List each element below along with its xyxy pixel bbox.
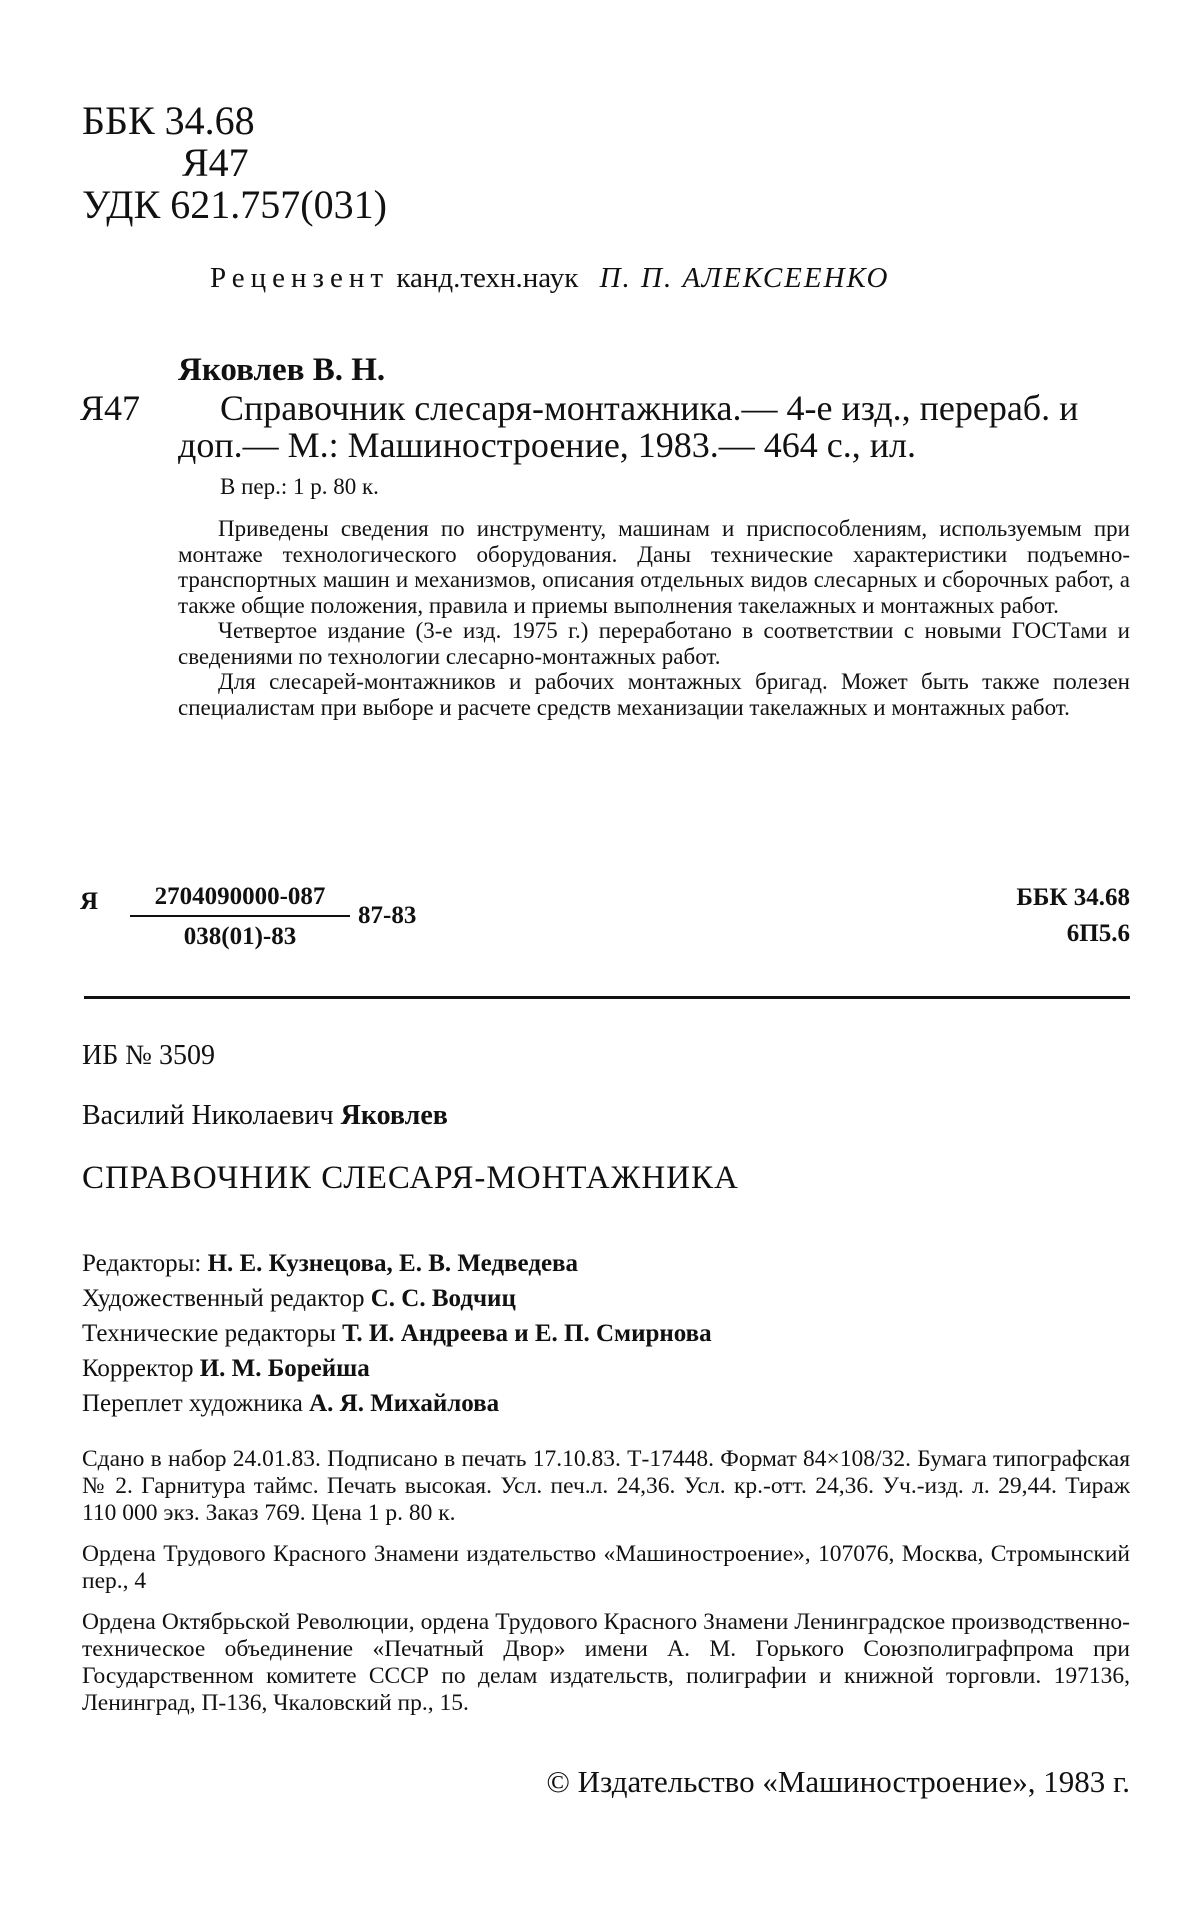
staff-row xyxy=(82,1281,712,1316)
udk-code: УДК 621.757(031) xyxy=(82,182,387,227)
imprint-publisher: Ордена Трудового Красного Знамени издательство «Машиностроение», 107076, Москва, Стромынский пер., 4 xyxy=(82,1541,1130,1594)
staff-role: Технические редакторы xyxy=(82,1320,336,1347)
record-title-line1: Справочник слесаря-монтажника.— 4-е изд., перераб. и xyxy=(220,388,1079,428)
index-suffix: 87-83 xyxy=(358,902,417,929)
annotation-paragraph: Четвертое издание (3-е изд. 1975 г.) переработано в соответствии с новыми ГОСТами и сведениями по технологии слесарно-монтажных работ. xyxy=(178,618,1130,669)
staff-names: Т. И. Андреева и Е. П. Смирнова xyxy=(342,1320,712,1347)
index-bbk-block xyxy=(1016,880,1130,952)
staff-names: А. Я. Михайлова xyxy=(309,1390,500,1417)
record-title-line2: доп.— М.: Машиностроение, 1983.— 464 с., ил. xyxy=(178,425,917,465)
copyright-line: © Издательство «Машиностроение», 1983 г. xyxy=(546,1764,1130,1799)
annotation-paragraph: Для слесарей-монтажников и рабочих монтажных бригад. Может быть также полезен специалистам при выборе и расчете средств механизации такелажных и монтажных работ. xyxy=(178,669,1130,720)
index-code: 6П5.6 xyxy=(1066,920,1130,947)
index-letter: Я xyxy=(80,888,99,915)
staff-row xyxy=(82,1316,712,1351)
imprint-block xyxy=(82,1446,1130,1731)
annotation-paragraph: Приведены сведения по инструменту, машинам и приспособлениям, используемым при монтаже технологического оборудования. Даны технические характеристики подъемно-транспортных машин и механизмов, описания отдельных видов слесарных и сборочных работ, а также общие положения, правила и приемы выполнения такелажных и монтажных работ. xyxy=(178,516,1130,618)
record-price: В пер.: 1 р. 80 к. xyxy=(220,474,379,499)
staff-names: Н. Е. Кузнецова, Е. В. Медведева xyxy=(207,1250,579,1277)
index-denominator: 038(01)-83 xyxy=(183,923,297,950)
author-last-name: Яковлев xyxy=(340,1100,448,1131)
staff-names: И. М. Борейша xyxy=(199,1355,370,1382)
book-title: СПРАВОЧНИК СЛЕСАРЯ-МОНТАЖНИКА xyxy=(82,1160,739,1196)
reviewer-degree: канд.техн.наук xyxy=(396,262,579,294)
staff-role: Художественный редактор xyxy=(82,1285,365,1312)
staff-role: Корректор xyxy=(82,1355,194,1382)
divider-rule xyxy=(84,996,1130,999)
author-full-name xyxy=(82,1100,448,1132)
reviewer-line xyxy=(210,262,889,295)
imprint-print-details: Сдано в набор 24.01.83. Подписано в печать 17.10.83. Т-17448. Формат 84×108/32. Бумага типографская № 2. Гарнитура таймс. Печать высокая. Усл. печ.л. 24,36. Усл. кр.-отт. 24,36. Уч.-изд. л. 29,44. Тираж 110 000 экз. Заказ 769. Цена 1 р. 80 к. xyxy=(82,1446,1130,1526)
reviewer-name: П. П. АЛЕКСЕЕНКО xyxy=(599,262,890,294)
staff-list xyxy=(82,1246,712,1421)
ib-number: ИБ № 3509 xyxy=(82,1040,216,1071)
bbk-code: ББК 34.68 xyxy=(82,98,255,143)
index-numerator: 2704090000-087 xyxy=(130,883,350,917)
imprint-printer: Ордена Октябрьской Революции, ордена Трудового Красного Знамени Ленинградское производственно-техническое объединение «Печатный Двор» имени А. М. Горького Союзполиграфпрома при Государственном комитете СССР по делам издательств, полиграфии и книжной торговли. 197136, Ленинград, П-136, Чкаловский пр., 15. xyxy=(82,1609,1130,1716)
staff-names: С. С. Водчиц xyxy=(370,1285,516,1312)
author-first-names: Василий Николаевич xyxy=(82,1100,334,1131)
classification-codes xyxy=(82,100,387,226)
staff-row xyxy=(82,1386,712,1421)
staff-role: Редакторы: xyxy=(82,1250,202,1277)
record-code: Я47 xyxy=(80,388,141,428)
index-fraction xyxy=(130,883,350,951)
staff-row xyxy=(82,1246,712,1281)
author-mark: Я47 xyxy=(182,140,249,185)
record-author: Яковлев В. Н. xyxy=(178,352,386,388)
annotation xyxy=(178,516,1130,720)
staff-role: Переплет художника xyxy=(82,1390,303,1417)
index-bbk: ББК 34.68 xyxy=(1016,884,1130,911)
staff-row xyxy=(82,1351,712,1386)
reviewer-label: Рецензент xyxy=(210,262,390,294)
